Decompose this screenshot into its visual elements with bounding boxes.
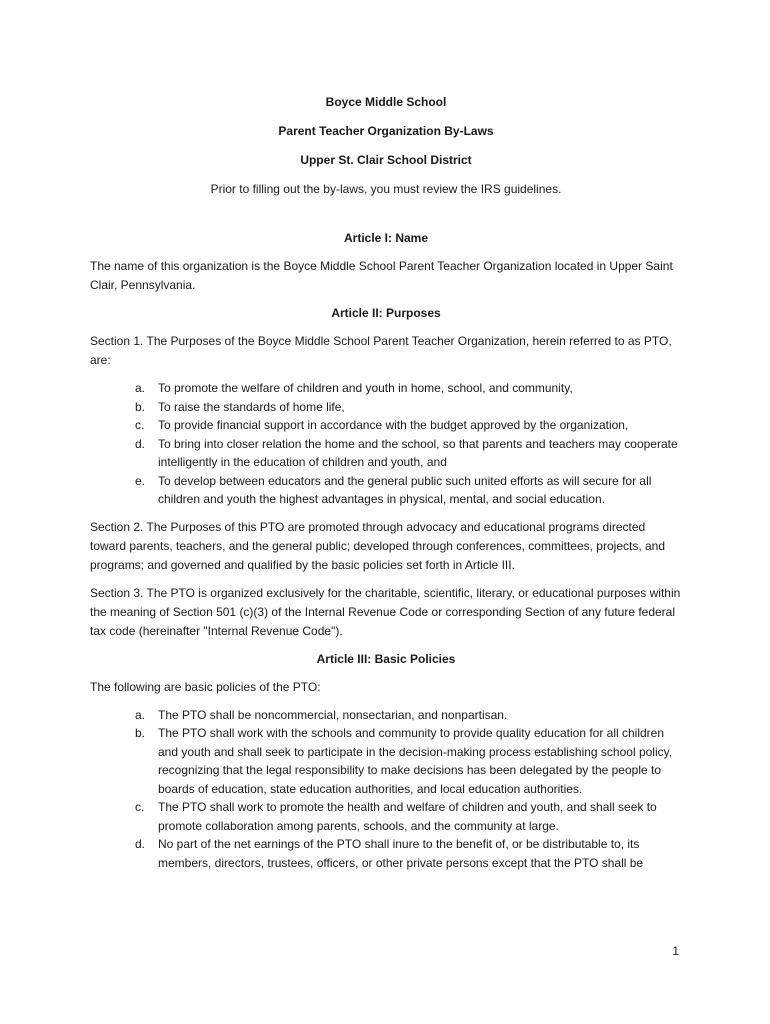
list-item bbox=[90, 706, 682, 725]
list-item-text: To develop between educators and the general public such united efforts as will secure for all children and youth the highest advantages in physical, mental, and social education. bbox=[158, 473, 652, 506]
list-item bbox=[90, 379, 682, 398]
list-item-text: To promote the welfare of children and youth in home, school, and community, bbox=[158, 381, 573, 395]
list-item bbox=[90, 416, 682, 435]
list-item-text: The PTO shall work to promote the health and welfare of children and youth, and shall seek to promote collaboration among parents, schools, and the community at large. bbox=[158, 800, 657, 833]
school-name: Boyce Middle School bbox=[325, 95, 447, 109]
article-1-text: The name of this organization is the Boyce Middle School Parent Teacher Organization located in Upper Saint Clair, Pennsylvania. bbox=[90, 259, 673, 292]
list-item bbox=[90, 798, 682, 835]
list-marker: d. bbox=[135, 837, 146, 851]
list-marker: a. bbox=[135, 707, 146, 722]
list-marker: d. bbox=[135, 436, 146, 451]
list-item bbox=[90, 398, 682, 417]
list-item-text: To provide financial support in accordance with the budget approved by the organization, bbox=[158, 418, 629, 432]
purposes-list bbox=[90, 379, 682, 509]
article-2-title: Article II: Purposes bbox=[331, 306, 441, 320]
article-3-intro: The following are basic policies of the PTO: bbox=[90, 679, 321, 694]
list-item bbox=[90, 435, 682, 472]
list-item-text: The PTO shall work with the schools and community to provide quality education for all children and youth and shall seek to participate in the decision-making process establishing school policy, recognizing that the legal responsibility to make decisions has been delegated by the people to boards of education, state education authorities, and local education authorities. bbox=[158, 726, 673, 796]
list-item bbox=[90, 724, 682, 798]
document-body bbox=[90, 93, 682, 881]
list-marker: b. bbox=[135, 726, 146, 740]
list-item-text: To bring into closer relation the home and the school, so that parents and teachers may cooperate intelligently in the education of children and youth, and bbox=[158, 436, 678, 469]
article-2-section-3: Section 3. The PTO is organized exclusively for the charitable, scientific, literary, or educational purposes within the meaning of Section 501 (c)(3) of the Internal Revenue Code or corresponding Section of any future federal tax code (hereinafter "Internal Revenue Code"). bbox=[90, 585, 681, 638]
article-2-section-1: Section 1. The Purposes of the Boyce Middle School Parent Teacher Organization, herein referred to as PTO, are: bbox=[90, 334, 672, 367]
list-item-text: To raise the standards of home life, bbox=[158, 399, 345, 414]
list-marker: c. bbox=[135, 418, 145, 432]
document-title: Parent Teacher Organization By-Laws bbox=[278, 124, 494, 138]
list-item bbox=[90, 835, 682, 872]
list-marker: e. bbox=[135, 473, 146, 488]
list-item bbox=[90, 472, 682, 509]
article-3-title: Article III: Basic Policies bbox=[316, 651, 456, 666]
list-marker: b. bbox=[135, 399, 146, 414]
list-item-text: The PTO shall be noncommercial, nonsectarian, and nonpartisan. bbox=[158, 707, 508, 722]
policies-list bbox=[90, 706, 682, 873]
article-2-section-2: Section 2. The Purposes of this PTO are promoted through advocacy and educational programs directed toward parents, teachers, and the general public; developed through conferences, committees, projects, and programs; and governed and qualified by the basic policies set forth in Article III. bbox=[90, 519, 666, 572]
list-item-text: No part of the net earnings of the PTO shall inure to the benefit of, or be distributable to, its members, directors, trustees, officers, or other private persons except that the PTO shall be bbox=[158, 837, 644, 870]
irs-guideline-note: Prior to filling out the by-laws, you must review the IRS guidelines. bbox=[210, 182, 562, 196]
page-number: 1 bbox=[672, 944, 679, 958]
article-1-title: Article I: Name bbox=[343, 231, 429, 245]
district-name: Upper St. Clair School District bbox=[300, 153, 472, 167]
list-marker: c. bbox=[135, 800, 145, 814]
list-marker: a. bbox=[135, 381, 146, 395]
